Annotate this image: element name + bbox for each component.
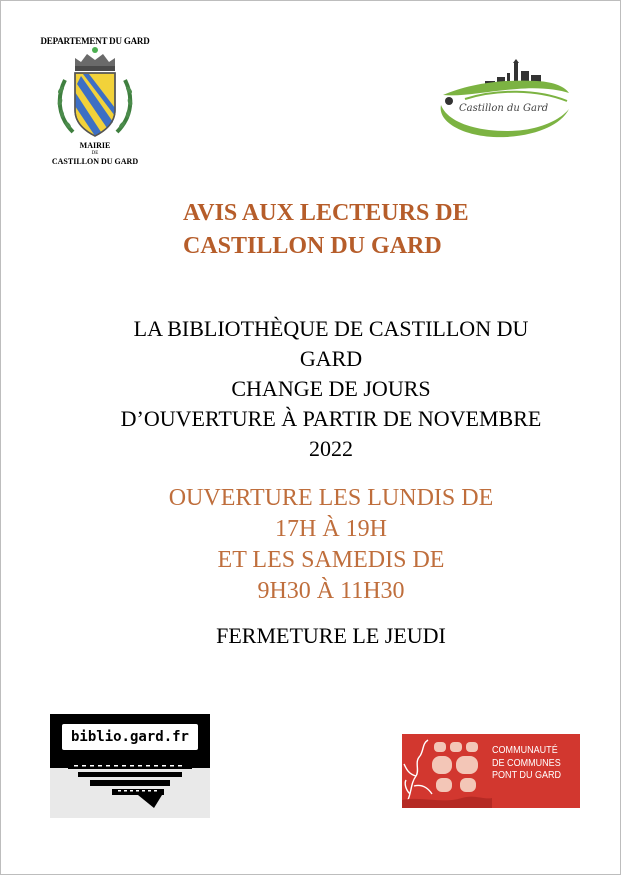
hours-line-1: OUVERTURE LES LUNDIS DE	[168, 485, 494, 511]
opening-hours	[41, 483, 621, 607]
village-skyline-icon	[437, 59, 573, 139]
title-line-2: CASTILLON DU GARD	[183, 233, 442, 259]
communaute-text	[492, 744, 566, 782]
body-line-1: LA BIBLIOTHÈQUE DE CASTILLON DU	[133, 316, 529, 341]
title-line-1: AVIS AUX LECTEURS DE	[183, 200, 469, 226]
announcement-body	[41, 314, 621, 464]
notice-title	[183, 197, 583, 263]
body-line-3: CHANGE DE JOURS	[231, 376, 431, 401]
coat-of-arms-icon	[51, 46, 139, 144]
communaute-line-2: DE COMMUNES	[492, 756, 561, 769]
biblio-gard-text: biblio.gard.fr	[62, 724, 198, 750]
department-label: DEPARTEMENT DU GARD	[40, 36, 150, 46]
communaute-line-1: COMMUNAUTÉ	[492, 744, 558, 756]
town-label: CASTILLON DU GARD	[51, 157, 139, 166]
castillon-script-text: Castillon du Gard	[459, 103, 549, 114]
hours-line-3: ET LES SAMEDIS DE	[217, 547, 445, 573]
bubble-tail-icon	[50, 758, 210, 818]
mairie-de-label: DE	[91, 151, 99, 156]
communaute-line-3: PONT DU GARD	[492, 769, 562, 781]
castillon-du-gard-logo	[437, 59, 573, 139]
biblio-gard-logo	[50, 714, 210, 818]
closing-day: FERMETURE LE JEUDI	[216, 623, 446, 648]
body-line-5: 2022	[309, 436, 353, 461]
pont-du-gard-aqueduct-icon	[402, 734, 492, 808]
body-line-4: D’OUVERTURE À PARTIR DE NOVEMBRE	[120, 406, 542, 431]
mairie-logo	[31, 34, 159, 174]
hours-line-2: 17H À 19H	[275, 516, 387, 542]
hours-line-4: 9H30 À 11H30	[257, 578, 405, 604]
communaute-de-communes-logo	[402, 734, 580, 808]
body-line-2: GARD	[299, 346, 363, 371]
mairie-label: MAIRIE	[79, 141, 111, 150]
